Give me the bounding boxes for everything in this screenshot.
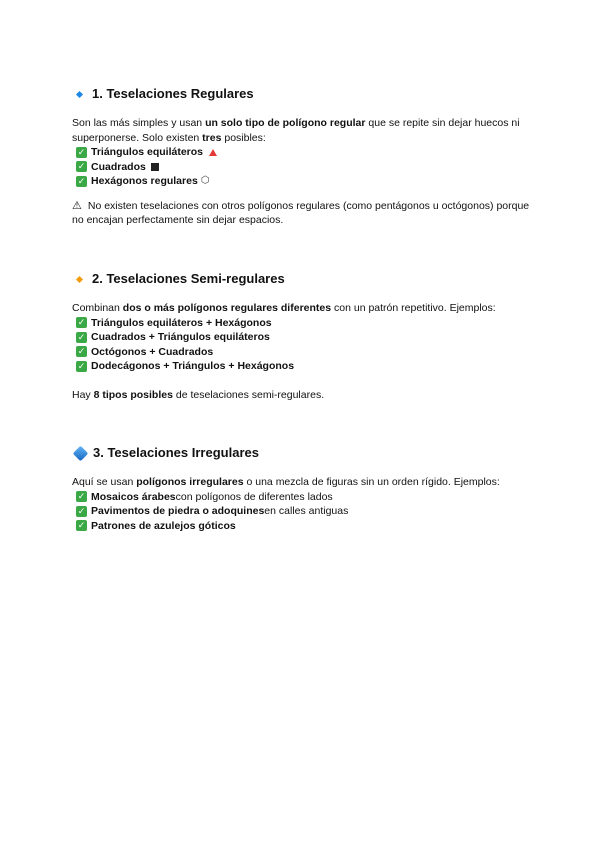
warning-text: No existen teselaciones con otros polígonos regulares (como pentágonos u octógonos) porque no encajan perfectamente sin dejar espacios. — [72, 199, 530, 226]
section-heading — [72, 86, 542, 102]
summary-bold: 8 tipos posibles — [93, 388, 173, 401]
regular-list — [72, 145, 542, 189]
intro-text: Son las más simples y usan — [72, 117, 206, 129]
list-item-label: Cuadrados — [91, 160, 146, 173]
section-title: 3. Teselaciones Irregulares — [93, 445, 259, 460]
check-icon: ✓ — [77, 360, 86, 371]
intro-text: Combinan — [72, 302, 123, 314]
large-blue-diamond-icon — [73, 445, 89, 461]
triangle-icon — [209, 149, 217, 156]
check-icon: ✓ — [77, 175, 86, 186]
list-item — [72, 519, 542, 534]
square-icon — [151, 163, 159, 171]
check-icon: ✓ — [77, 505, 86, 516]
check-icon: ✓ — [77, 146, 86, 157]
list-item-label: Triángulos equiláteros — [91, 146, 204, 158]
blue-diamond-icon — [76, 90, 83, 97]
check-icon: ✓ — [77, 161, 86, 172]
intro-text: o una mezcla de figuras sin un orden rígido. Ejemplos: — [243, 476, 500, 488]
list-item — [72, 330, 542, 345]
section-intro — [72, 301, 542, 316]
list-item — [72, 174, 542, 189]
warning-note — [72, 199, 542, 228]
list-item — [72, 359, 542, 374]
list-item — [72, 345, 542, 360]
section-intro — [72, 475, 542, 490]
intro-bold: polígonos irregulares — [136, 476, 244, 488]
list-item — [72, 504, 542, 519]
list-item — [72, 316, 542, 331]
list-item — [72, 145, 542, 160]
list-item-label: Hexágonos regulares — [91, 175, 198, 187]
irregular-list — [72, 490, 542, 534]
section-heading — [72, 271, 542, 287]
intro-text: Aquí se usan — [72, 476, 137, 488]
hexagon-icon: ⬡ — [200, 175, 210, 186]
semi-regular-list — [72, 316, 542, 374]
section-semi-regular — [72, 271, 542, 402]
check-icon: ✓ — [77, 317, 86, 328]
list-item-label: Pavimentos de piedra o adoquines — [91, 505, 265, 517]
summary-text: Hay — [72, 388, 94, 401]
warning-icon: ⚠ — [72, 199, 82, 212]
intro-bold: un solo tipo de polígono regular — [205, 117, 366, 129]
intro-bold: tres — [202, 131, 222, 144]
semi-regular-summary — [72, 388, 542, 403]
intro-text: posibles: — [221, 131, 266, 144]
section-intro — [72, 116, 542, 145]
list-item-label: Patrones de azulejos góticos — [91, 519, 236, 532]
list-item-detail: en calles antiguas — [264, 505, 349, 517]
list-item-label: Triángulos equiláteros + Hexágonos — [91, 316, 272, 329]
section-regular — [72, 86, 542, 228]
list-item — [72, 160, 542, 175]
list-item-label: Octógonos + Cuadrados — [91, 345, 214, 358]
check-icon: ✓ — [77, 346, 86, 357]
list-item-label: Dodecágonos + Triángulos + Hexágonos — [91, 360, 295, 372]
list-item — [72, 490, 542, 505]
check-icon: ✓ — [77, 520, 86, 531]
section-irregular — [72, 445, 542, 533]
list-item-label: Mosaicos árabes — [91, 490, 176, 503]
check-icon: ✓ — [77, 331, 86, 342]
section-title: 2. Teselaciones Semi-regulares — [92, 271, 285, 286]
check-icon: ✓ — [77, 491, 86, 502]
intro-text: con un patrón repetitivo. Ejemplos: — [331, 302, 496, 314]
section-heading — [72, 445, 542, 461]
list-item-label: Cuadrados + Triángulos equiláteros — [91, 331, 270, 343]
intro-bold: dos o más polígonos regulares diferentes — [122, 302, 332, 314]
section-title: 1. Teselaciones Regulares — [92, 86, 254, 101]
list-item-detail: con polígonos de diferentes lados — [175, 490, 333, 503]
summary-text: de teselaciones semi-regulares. — [172, 388, 325, 401]
intro-text: que se repite sin dejar huecos ni superponerse. Solo existen — [72, 117, 520, 144]
orange-diamond-icon — [76, 275, 83, 282]
